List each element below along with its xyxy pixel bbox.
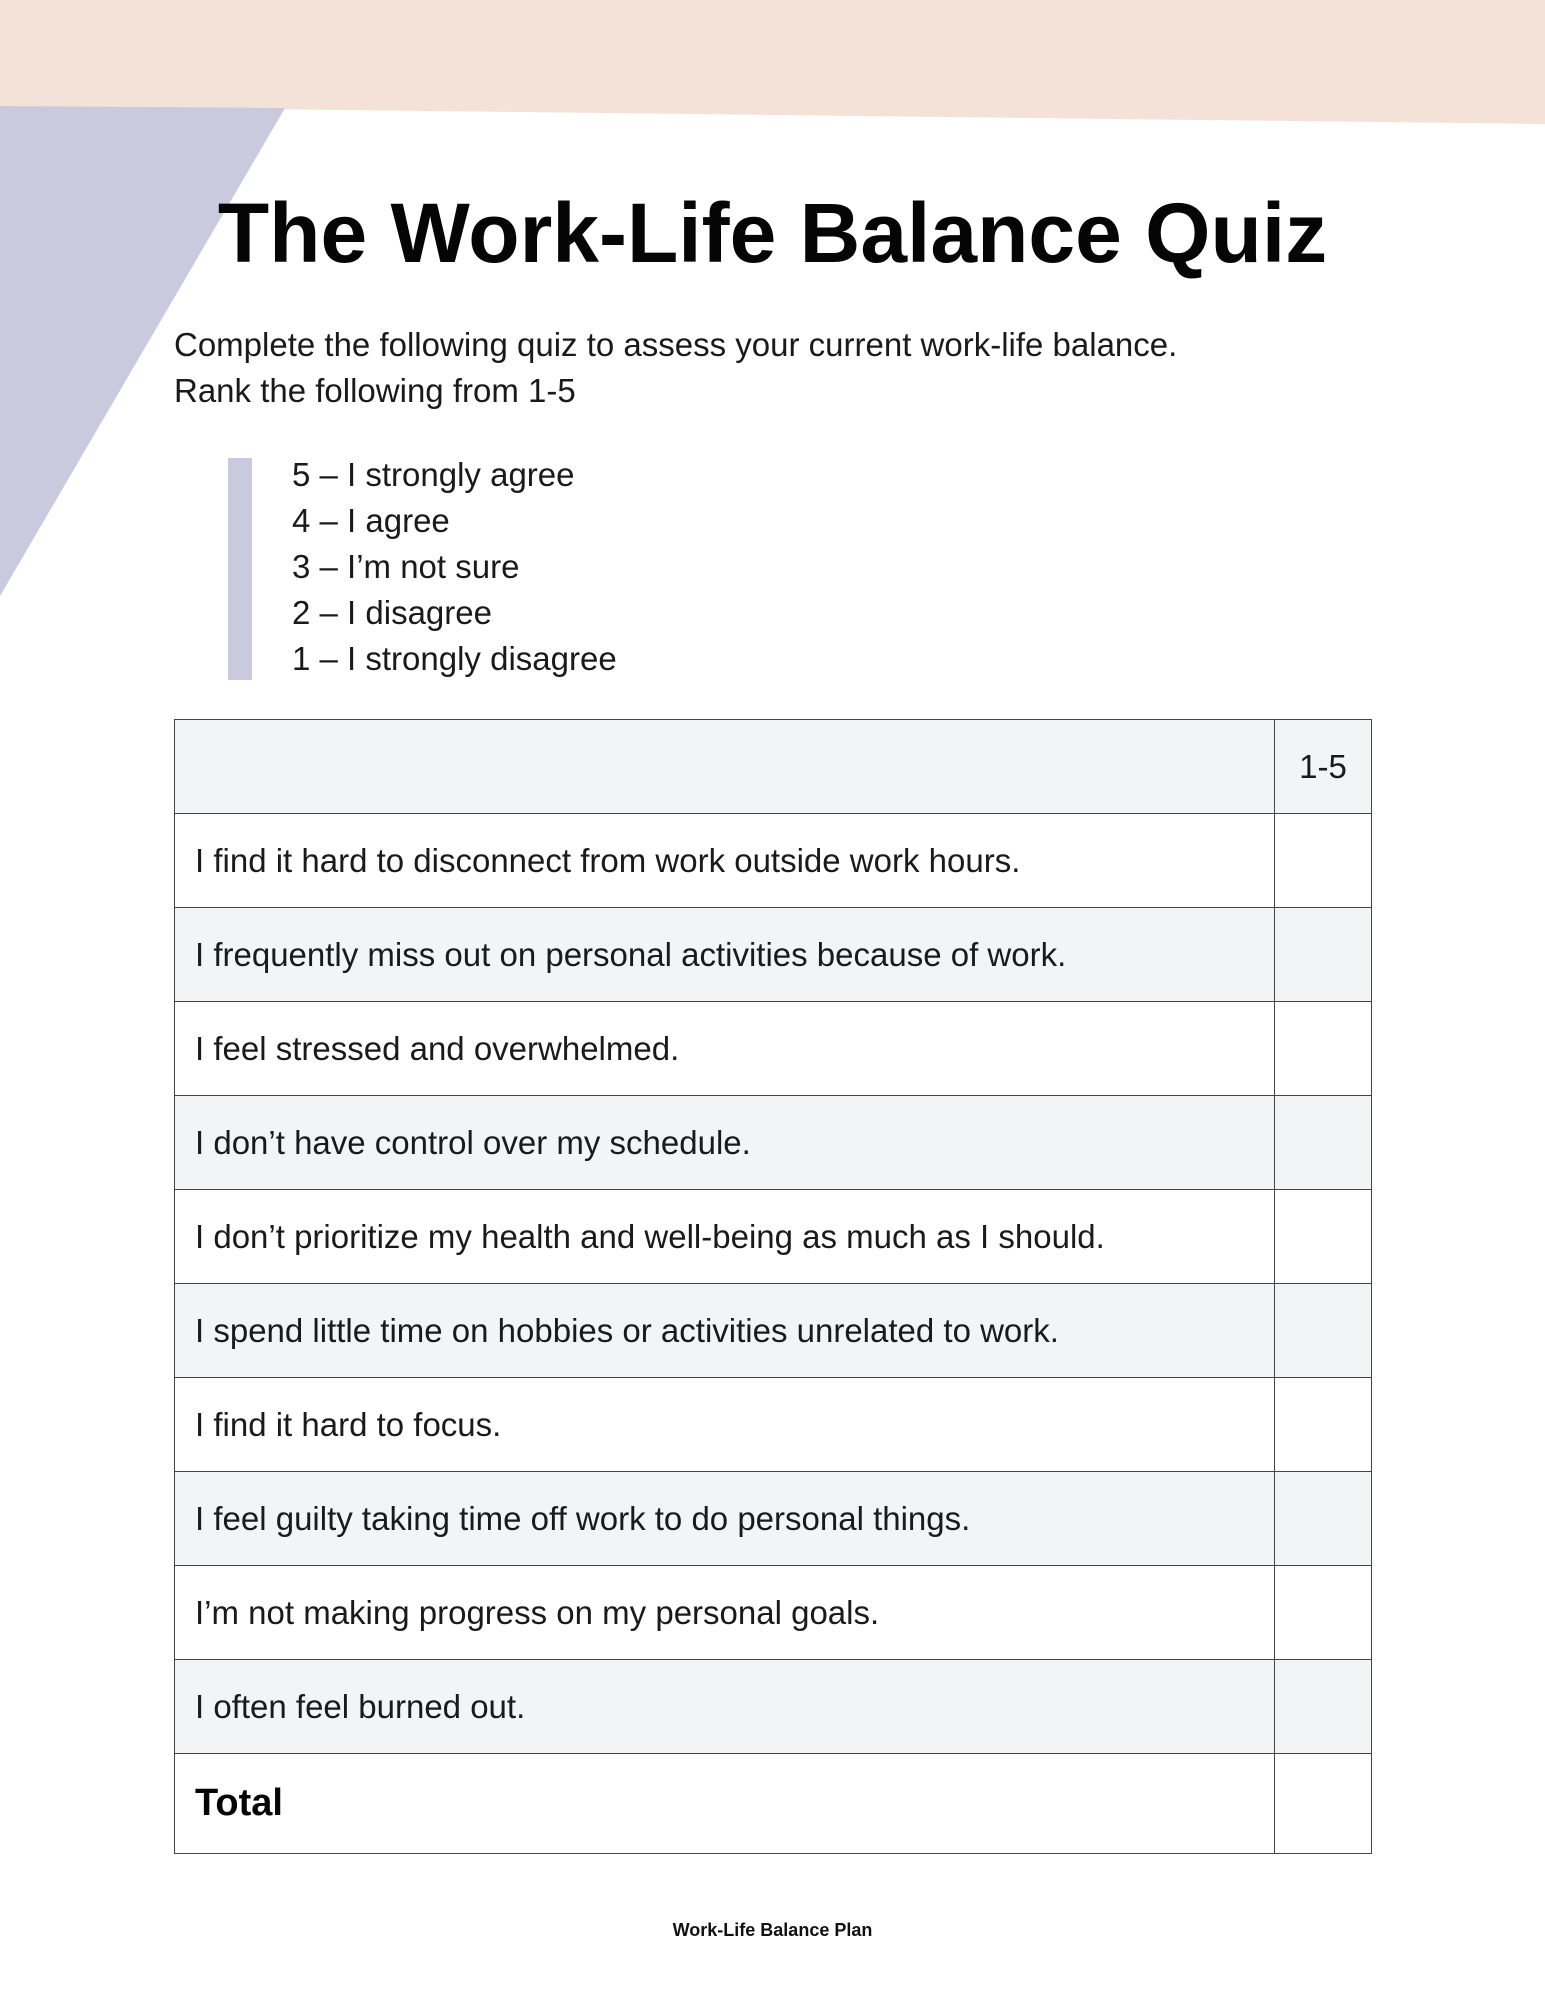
intro-text [174, 322, 1424, 414]
intro-line: Complete the following quiz to assess your current work-life balance. [174, 326, 1178, 363]
total-row [175, 1754, 1372, 1854]
score-cell[interactable] [1275, 814, 1372, 908]
header-score-cell: 1-5 [1275, 720, 1372, 814]
score-cell[interactable] [1275, 1378, 1372, 1472]
score-cell[interactable] [1275, 1660, 1372, 1754]
score-cell[interactable] [1275, 1566, 1372, 1660]
question-cell: I spend little time on hobbies or activities unrelated to work. [175, 1284, 1275, 1378]
question-cell: I frequently miss out on personal activities because of work. [175, 908, 1275, 1002]
peach-banner-shape [0, 0, 1545, 124]
question-cell: I don’t prioritize my health and well-being as much as I should. [175, 1190, 1275, 1284]
scale-item: 2 – I disagree [292, 594, 492, 631]
table-row [175, 1472, 1372, 1566]
total-score-cell[interactable] [1275, 1754, 1372, 1854]
table-row [175, 1096, 1372, 1190]
table-row [175, 1378, 1372, 1472]
rating-scale-list [292, 452, 617, 682]
page-title: The Work-Life Balance Quiz [217, 186, 1328, 280]
scale-item: 5 – I strongly agree [292, 456, 575, 493]
score-cell[interactable] [1275, 1284, 1372, 1378]
table-row [175, 1660, 1372, 1754]
table-row [175, 814, 1372, 908]
table-header-row [175, 720, 1372, 814]
score-cell[interactable] [1275, 1472, 1372, 1566]
intro-line: Rank the following from 1-5 [174, 372, 576, 409]
table-row [175, 1002, 1372, 1096]
question-cell: I feel guilty taking time off work to do personal things. [175, 1472, 1275, 1566]
table-row [175, 1190, 1372, 1284]
question-cell: I find it hard to focus. [175, 1378, 1275, 1472]
score-cell[interactable] [1275, 908, 1372, 1002]
table-row [175, 1566, 1372, 1660]
score-cell[interactable] [1275, 1190, 1372, 1284]
scale-item: 1 – I strongly disagree [292, 640, 617, 677]
question-cell: I feel stressed and overwhelmed. [175, 1002, 1275, 1096]
scale-item: 4 – I agree [292, 502, 450, 539]
header-question-cell [175, 720, 1275, 814]
score-cell[interactable] [1275, 1002, 1372, 1096]
score-cell[interactable] [1275, 1096, 1372, 1190]
question-cell: I often feel burned out. [175, 1660, 1275, 1754]
total-label: Total [175, 1754, 1275, 1854]
page-footer: Work-Life Balance Plan [672, 1920, 873, 1940]
quiz-table [174, 719, 1372, 1854]
table-row [175, 1284, 1372, 1378]
scale-item: 3 – I’m not sure [292, 548, 520, 585]
scale-accent-bar [228, 458, 252, 680]
question-cell: I’m not making progress on my personal goals. [175, 1566, 1275, 1660]
question-cell: I don’t have control over my schedule. [175, 1096, 1275, 1190]
question-cell: I find it hard to disconnect from work outside work hours. [175, 814, 1275, 908]
table-row [175, 908, 1372, 1002]
